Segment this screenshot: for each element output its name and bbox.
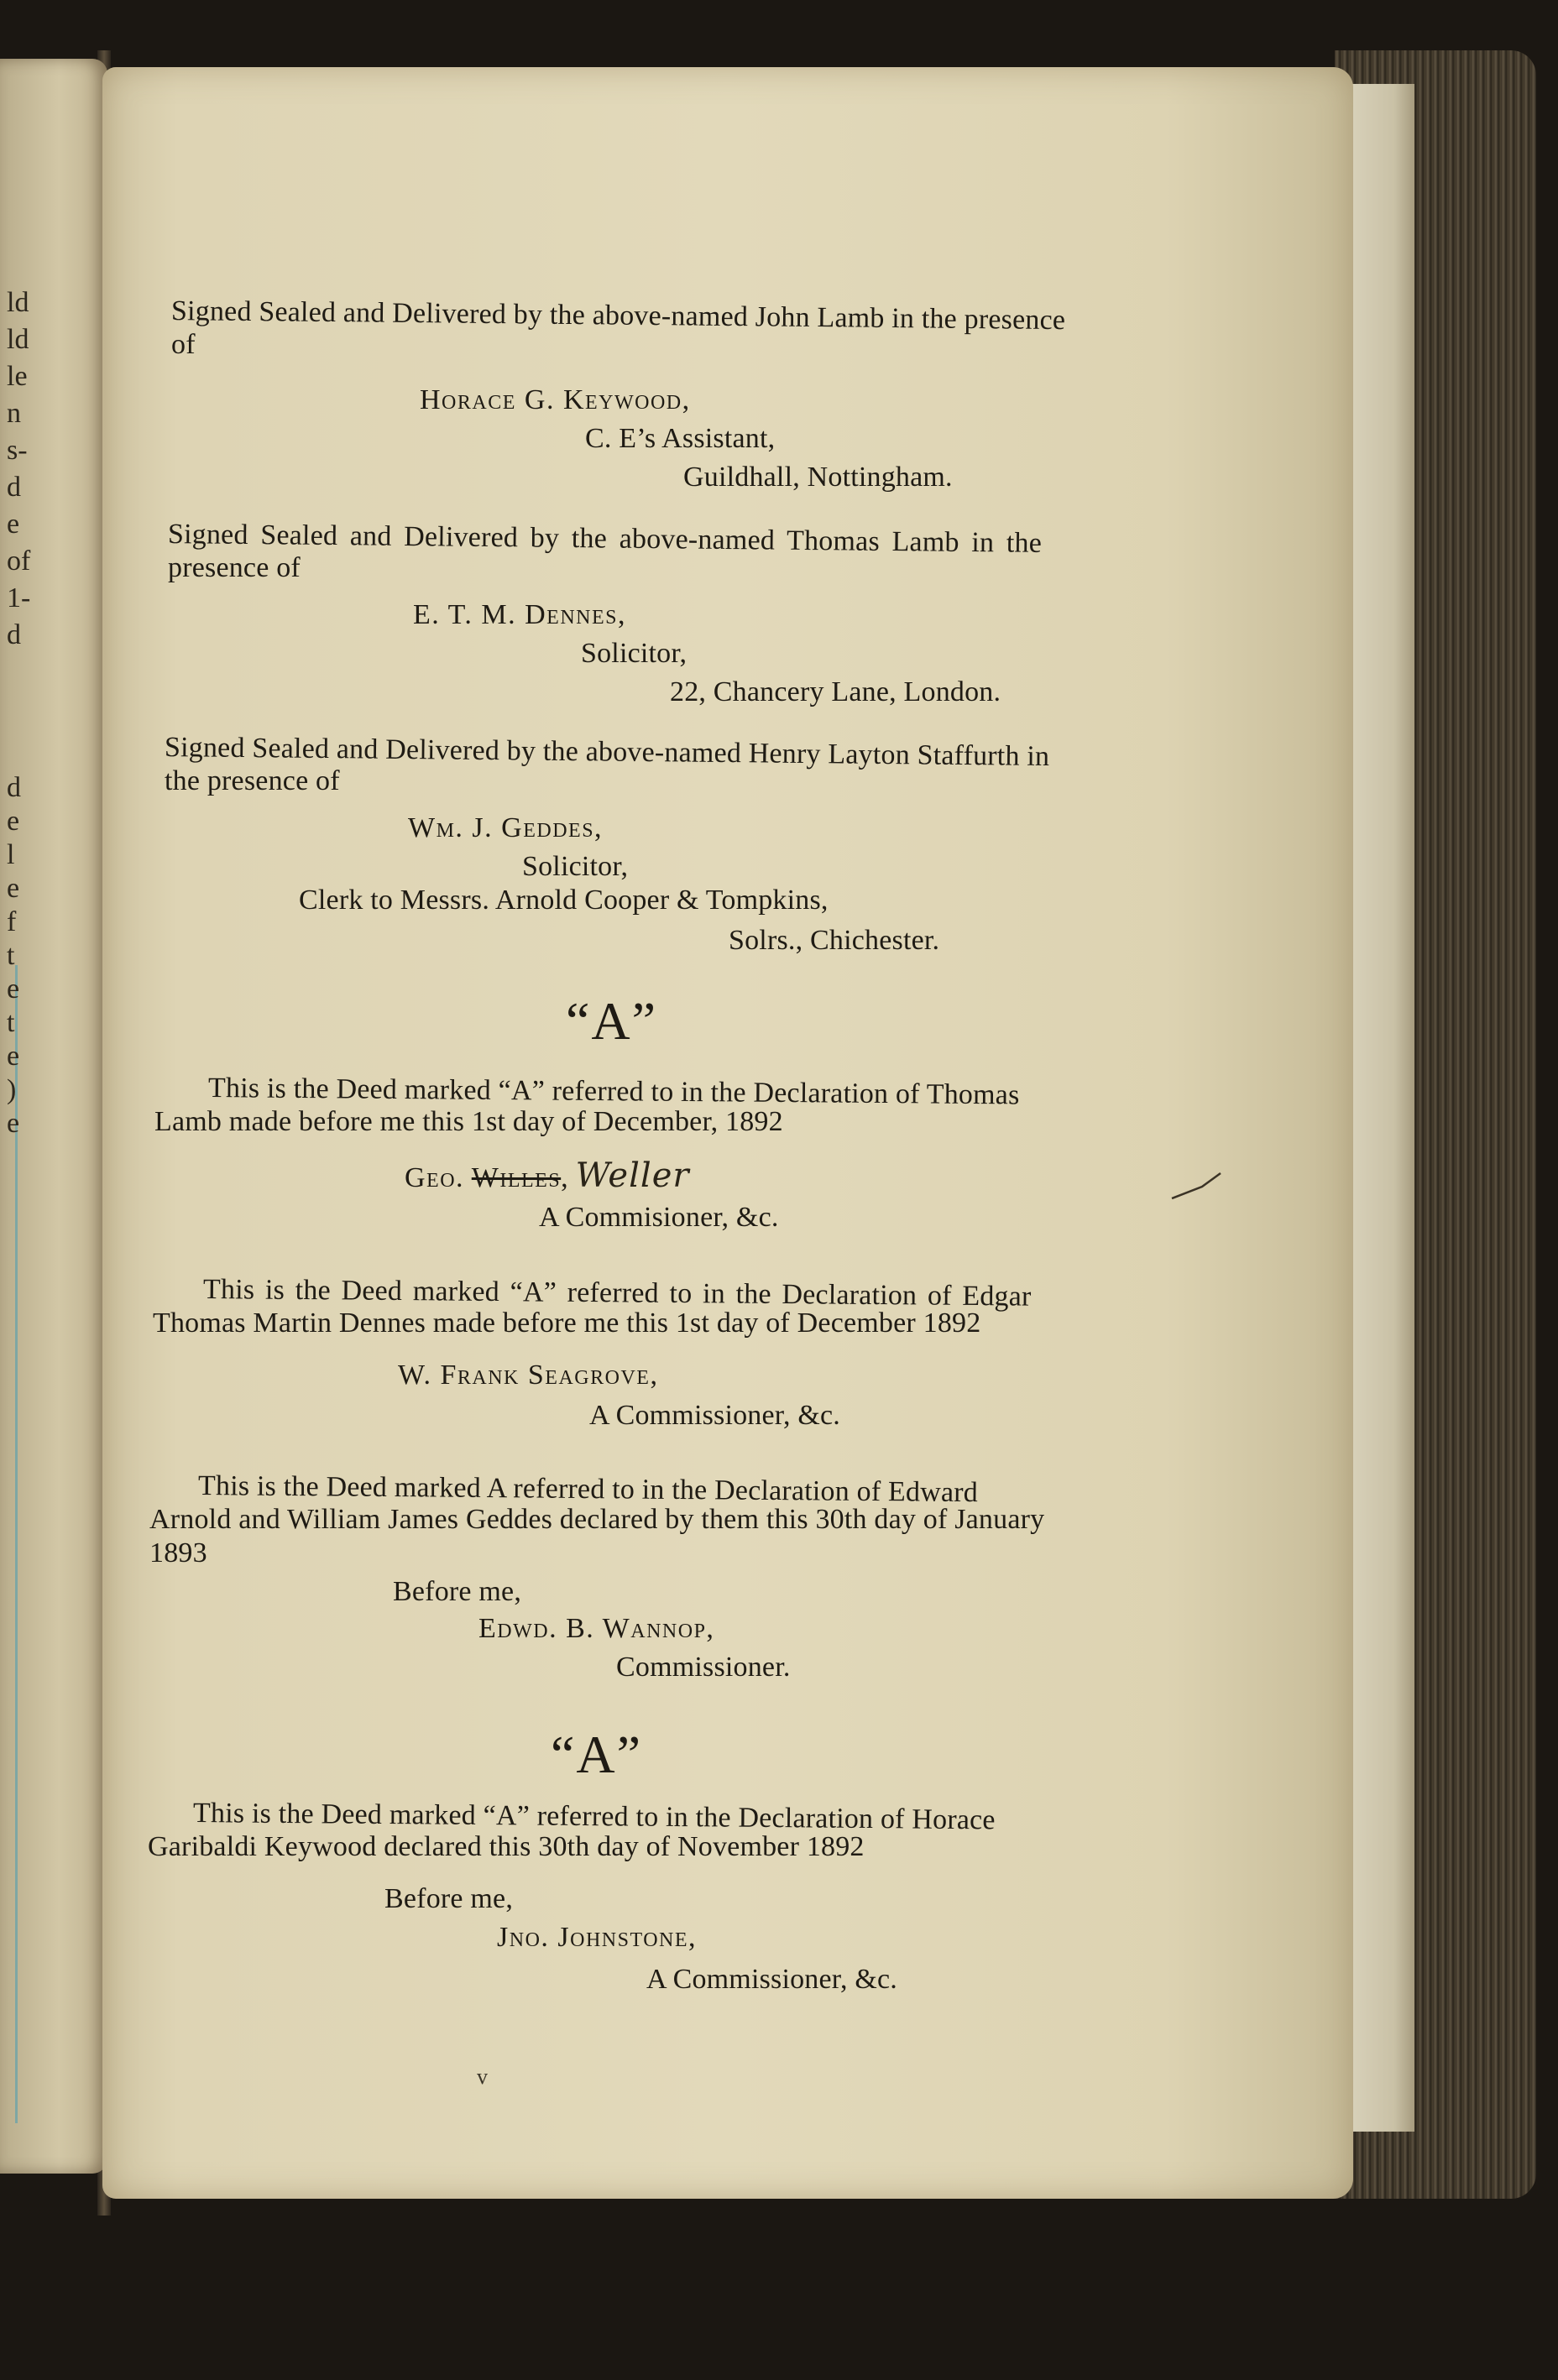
declaration-2-title: A Commissioner, &c. <box>589 1400 840 1431</box>
declaration-1-signature <box>405 1156 689 1195</box>
left-fragment: e <box>7 873 20 904</box>
declaration-4-title: A Commissioner, &c. <box>646 1964 897 1995</box>
left-fragment: n <box>7 398 21 429</box>
pencil-tick-mark <box>1168 1167 1227 1208</box>
left-fragment: d <box>7 772 21 803</box>
left-fragment: e <box>7 1041 20 1072</box>
declaration-1-title: A Commisioner, &c. <box>539 1202 779 1233</box>
declaration-3-line-2: Arnold and William James Geddes declared by them this 30th day of January <box>149 1504 1045 1535</box>
declaration-3-line-3: 1893 <box>149 1537 207 1568</box>
declaration-4-line-2: Garibaldi Keywood declared this 30th day of November 1892 <box>148 1831 865 1862</box>
left-fragment: 1- <box>7 582 31 613</box>
witness-3-firm: Clerk to Messrs. Arnold Cooper & Tompkins, <box>299 885 829 916</box>
left-fragment: e <box>7 806 20 837</box>
witness-1-title: C. E’s Assistant, <box>585 423 776 454</box>
declaration-1-line-2: Lamb made before me this 1st day of December, 1892 <box>154 1106 783 1137</box>
attestation-1-line-2: of <box>171 329 196 360</box>
declaration-4-line-1: This is the Deed marked “A” referred to in the Declaration of Horace <box>192 1798 996 1836</box>
witness-1-address: Guildhall, Nottingham. <box>683 462 953 493</box>
declaration-3-line-1: This is the Deed marked A referred to in the Declaration of Edward <box>197 1470 979 1509</box>
left-page-edge <box>0 59 107 2174</box>
declaration-4-signature: Jno. Johnstone, <box>497 1922 698 1953</box>
attestation-3-line-2: the presence of <box>165 765 340 796</box>
declaration-2-signature: W. Frank Seagrove, <box>398 1360 659 1391</box>
signature-comma: , <box>561 1162 568 1193</box>
witness-2-title: Solicitor, <box>581 638 688 669</box>
exhibit-heading: “A” <box>566 991 658 1051</box>
signature-struck-name: Willes <box>471 1162 562 1193</box>
left-fragment: of <box>7 545 31 577</box>
signature-prefix: Geo. <box>405 1162 465 1193</box>
declaration-1-line-1: This is the Deed marked “A” referred to in the Declaration of Thomas <box>207 1073 1020 1111</box>
left-fragment: le <box>7 361 28 392</box>
exhibit-heading-2: “A” <box>551 1725 643 1784</box>
declaration-3-signature: Edwd. B. Wannop, <box>478 1613 715 1644</box>
declaration-2-line-1: This is the Deed marked “A” referred to in the Declaration of Edgar <box>202 1274 1032 1313</box>
left-fragment: e <box>7 973 20 1005</box>
left-fragment: s- <box>7 435 28 466</box>
footer-mark: v <box>477 2064 488 2089</box>
attestation-1-line-1: Signed Sealed and Delivered by the above-named John Lamb in the presence <box>170 295 1066 337</box>
attestation-2-line-2: presence of <box>168 552 301 583</box>
left-fragment: ld <box>7 287 29 318</box>
document-page <box>102 67 1353 2199</box>
left-fragment: e <box>7 509 20 540</box>
attestation-2-line-1: Signed Sealed and Delivered by the above-named Thomas Lamb in the <box>167 519 1043 559</box>
signature-handwritten-correction: Weller <box>575 1156 690 1195</box>
left-fragment: e <box>7 1108 20 1139</box>
left-fragment: ld <box>7 324 29 355</box>
page-stack-highlight <box>1347 84 1414 2132</box>
witness-3-address: Solrs., Chichester. <box>729 925 940 956</box>
declaration-3-title: Commissioner. <box>616 1652 791 1683</box>
left-fragment: d <box>7 472 21 503</box>
witness-3-name: Wm. J. Geddes, <box>408 812 604 843</box>
declaration-3-before: Before me, <box>393 1576 522 1607</box>
left-fragment: t <box>7 940 15 971</box>
witness-3-title: Solicitor, <box>522 851 629 882</box>
left-fragment: l <box>7 839 15 870</box>
witness-2-address: 22, Chancery Lane, London. <box>670 676 1001 707</box>
witness-2-name: E. T. M. Dennes, <box>413 599 627 630</box>
left-fragment: ) <box>7 1074 17 1105</box>
attestation-3-line-1: Signed Sealed and Delivered by the above-named Henry Layton Staffurth in <box>164 732 1050 773</box>
left-fragment: d <box>7 619 21 650</box>
left-fragment: f <box>7 906 17 937</box>
declaration-4-before: Before me, <box>384 1883 514 1914</box>
witness-1-name: Horace G. Keywood, <box>420 384 691 415</box>
declaration-2-line-2: Thomas Martin Dennes made before me this 1st day of December 1892 <box>153 1307 981 1339</box>
left-fragment: t <box>7 1007 15 1038</box>
